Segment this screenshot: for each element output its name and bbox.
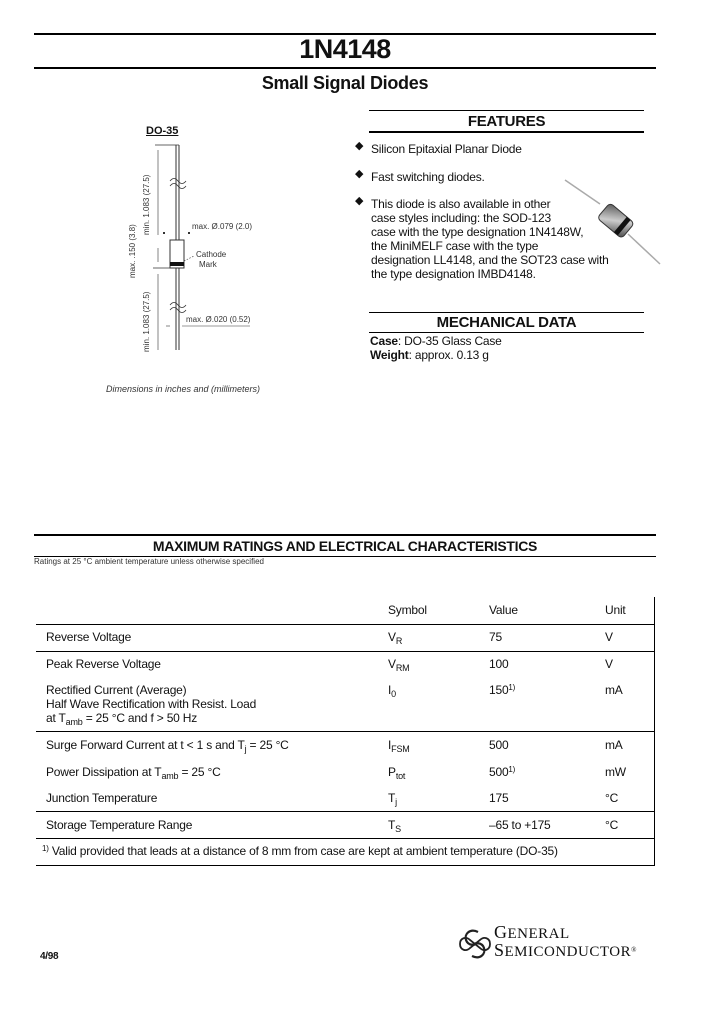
param-value: 500: [489, 738, 509, 752]
rest: ENERAL: [507, 926, 570, 942]
feature-text-line: This diode is also available in other: [371, 197, 551, 211]
param-symbol: [388, 683, 396, 697]
mechanical-case: [370, 334, 502, 348]
param-name: Rectified Current (Average): [46, 683, 187, 697]
symbol-main: V: [388, 630, 396, 644]
param-value: [489, 765, 515, 779]
text: Power Dissipation at T: [46, 765, 162, 779]
logo-line1: [494, 924, 637, 942]
diamond-bullet-icon: ◆: [355, 168, 364, 180]
value-text: 500: [489, 765, 509, 779]
diode-photo-image: [560, 172, 670, 272]
table-line-3: [36, 811, 655, 812]
dimensions-caption: Dimensions in inches and (millimeters): [106, 384, 261, 394]
text: Surge Forward Current at t < 1 s and T: [46, 738, 245, 752]
symbol-main: P: [388, 765, 396, 779]
ratings-top-rule: [34, 534, 656, 536]
ratings-note: Ratings at 25 °C ambient temperature unless otherwise specified: [34, 557, 264, 566]
param-unit: V: [605, 630, 613, 644]
rest: EMICONDUCTOR: [504, 944, 632, 960]
ratings-heading: MAXIMUM RATINGS AND ELECTRICAL CHARACTERISTICS: [152, 538, 538, 554]
subscript: j: [244, 744, 247, 754]
footnote-text: [42, 844, 558, 858]
page-title: 1N4148: [299, 34, 391, 64]
table-line-4: [36, 838, 655, 839]
param-symbol: [388, 630, 402, 644]
value-text: 150: [489, 683, 509, 697]
param-unit: mA: [605, 683, 623, 697]
features-top-rule: [369, 110, 644, 111]
symbol-main: I: [388, 738, 392, 752]
features-bottom-rule: [369, 131, 644, 133]
case-value: : DO-35 Glass Case: [397, 334, 502, 348]
feature-text: Fast switching diodes.: [371, 170, 485, 184]
footnote-mark: 1): [42, 844, 49, 853]
param-name: Peak Reverse Voltage: [46, 657, 161, 671]
text: = 25 °C: [178, 765, 221, 779]
symbol-sub: j: [395, 797, 397, 807]
cathode-label-line2: Mark: [199, 260, 217, 269]
param-unit: mW: [605, 765, 626, 779]
column-header-symbol: Symbol: [388, 603, 427, 617]
column-header-value: Value: [489, 603, 518, 617]
date-code: 4/98: [40, 951, 59, 962]
text: = 25 °C: [246, 738, 289, 752]
weight-value: : approx. 0.13 g: [408, 348, 489, 362]
page-subtitle: Small Signal Diodes: [261, 73, 429, 93]
subscript: amb: [65, 717, 83, 727]
param-value: –65 to +175: [489, 818, 551, 832]
symbol-sub: S: [395, 824, 401, 834]
diamond-bullet-icon: ◆: [355, 140, 364, 152]
symbol-sub: 0: [391, 689, 396, 699]
feature-text-line: case styles including: the SOD-123: [371, 211, 551, 225]
header-bottom-rule: [34, 67, 656, 69]
table-line-2: [36, 731, 655, 732]
subscript: amb: [161, 771, 179, 781]
table-bottom-border: [36, 865, 655, 866]
feature-text-line: designation LL4148, and the SOT23 case with: [371, 253, 609, 267]
logo-wordmark: [494, 924, 637, 960]
param-unit: V: [605, 657, 613, 671]
symbol-sub: RM: [395, 663, 410, 673]
param-name: Reverse Voltage: [46, 630, 132, 644]
param-symbol: [388, 765, 405, 779]
mechanical-bottom-rule: [369, 332, 644, 333]
param-name: Junction Temperature: [46, 791, 158, 805]
param-symbol: [388, 738, 410, 752]
feature-text: Silicon Epitaxial Planar Diode: [371, 142, 522, 156]
text: at T: [46, 711, 66, 725]
dim-lead-bottom: min. 1.083 (27.5): [142, 291, 151, 352]
cathode-mark-label: [196, 250, 226, 270]
dim-body-diameter: max. Ø.079 (2.0): [192, 222, 253, 231]
mechanical-top-rule: [369, 312, 644, 313]
param-unit: °C: [605, 818, 619, 832]
param-name-line2: Half Wave Rectification with Resist. Load: [46, 697, 257, 711]
param-value: 75: [489, 630, 502, 644]
param-name-line3: [46, 711, 197, 725]
column-header-unit: Unit: [605, 603, 626, 617]
table-line-1: [36, 651, 655, 652]
symbol-sub: tot: [395, 771, 406, 781]
initial: G: [494, 922, 508, 942]
footnote-body: Valid provided that leads at a distance of 8 mm from case are kept at ambient temperature (DO-35): [48, 844, 558, 858]
dim-body-length: max. .150 (3.8): [128, 224, 137, 278]
param-symbol: [388, 657, 409, 671]
feature-text-line: case with the type designation 1N4148W,: [371, 225, 584, 239]
symbol-main: T: [388, 818, 396, 832]
symbol-sub: R: [395, 636, 403, 646]
symbol-main: I: [388, 683, 392, 697]
weight-label: Weight: [370, 348, 409, 362]
symbol-sub: FSM: [391, 744, 410, 754]
case-label: Case: [370, 334, 398, 348]
mechanical-weight: [370, 348, 489, 362]
package-name: DO-35: [146, 125, 179, 137]
param-unit: °C: [605, 791, 619, 805]
param-name: [46, 765, 221, 779]
registered-mark: ®: [631, 946, 637, 954]
general-semiconductor-logo-icon: [456, 926, 494, 962]
mechanical-heading: MECHANICAL DATA: [436, 314, 577, 331]
cathode-label-line1: Cathode: [196, 250, 227, 259]
company-logo: [456, 924, 646, 964]
param-name: Storage Temperature Range: [46, 818, 193, 832]
symbol-main: V: [388, 657, 396, 671]
param-symbol: [388, 791, 397, 805]
footnote-ref: 1): [508, 683, 516, 692]
dim-lead-diameter: max. Ø.020 (0.52): [186, 315, 251, 324]
symbol-main: T: [388, 791, 396, 805]
diamond-bullet-icon: ◆: [355, 195, 364, 207]
initial: S: [494, 940, 505, 960]
feature-text-line: the MiniMELF case with the type: [371, 239, 539, 253]
table-line-header: [36, 624, 655, 625]
param-value: 100: [489, 657, 509, 671]
footnote-ref: 1): [508, 765, 516, 774]
package-drawing: [100, 120, 320, 400]
logo-line2: [494, 942, 637, 960]
text: = 25 °C and f > 50 Hz: [82, 711, 198, 725]
dim-lead-top: min. 1.083 (27.5): [142, 174, 151, 235]
param-symbol: [388, 818, 401, 832]
param-unit: mA: [605, 738, 623, 752]
param-value: 175: [489, 791, 509, 805]
param-value: [489, 683, 515, 697]
feature-text-line: the type designation IMBD4148.: [371, 267, 536, 281]
features-heading: FEATURES: [467, 113, 546, 130]
param-name: [46, 738, 289, 752]
